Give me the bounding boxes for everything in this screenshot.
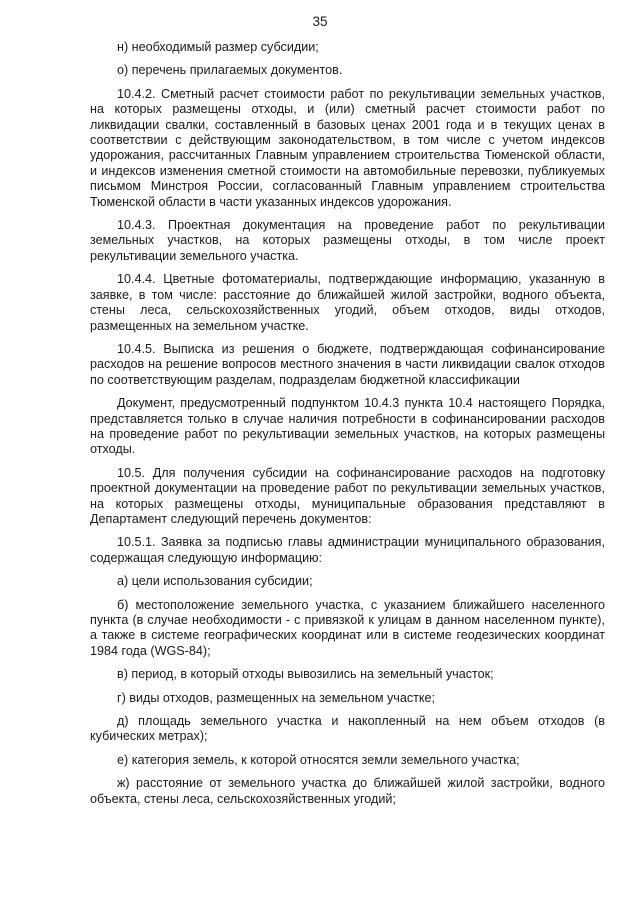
paragraph: 10.5. Для получения субсидии на софинансирование расходов на подготовку проектной документации на проведение работ по рекультивации земельных участков, на которых размещены отходы, муниципальные образования представляют в Департамент следующий перечень документов:: [90, 465, 605, 526]
paragraph: 10.4.5. Выписка из решения о бюджете, подтверждающая софинансирование расходов на решение вопросов местного значения в части ликвидации свалок отходов по соответствующим разделам, подразделам бюджетной классификации: [90, 341, 605, 387]
list-item: о) перечень прилагаемых документов.: [117, 63, 343, 78]
page-number: 35: [312, 14, 328, 29]
list-item: б) местоположение земельного участка, с указанием ближайшего населенного пункта (в случае необходимости - с привязкой к улицам в данном населенном пункте), а также в системе географических координат или в системе геодезических координат 1984 года (WGS-84);: [90, 597, 605, 658]
list-item: н) необходимый размер субсидии;: [117, 40, 319, 54]
document-body: [90, 40, 605, 815]
list-item: а) цели использования субсидии;: [117, 574, 313, 589]
paragraph: 10.4.4. Цветные фотоматериалы, подтверждающие информацию, указанную в заявке, в том числе: расстояние до ближайшей жилой застройки, водного объекта, стены леса, сельскохозяйственных угодий, объем отходов, виды отходов, размещенных на земельном участке.: [90, 272, 605, 333]
list-item: д) площадь земельного участка и накопленный на нем объем отходов (в кубических метрах);: [90, 714, 605, 744]
paragraph: Документ, предусмотренный подпунктом 10.4.3 пункта 10.4 настоящего Порядка, представляется только в случае наличия потребности в софинансировании расходов на проведение работ по рекультивации земельных участков, на которых размещены отходы.: [90, 396, 605, 457]
paragraph: 10.4.2. Сметный расчет стоимости работ по рекультивации земельных участков, на которых размещены отходы, и (или) сметный расчет стоимости работ по ликвидации свалки, составленный в базовых ценах 2001 года и в текущих ценах в соответствии с действующим законодательством, в том числе с учетом индексов удорожания, рассчитанных Главным управлением строительства Тюменской области, и индексов изменения сметной стоимости на автомобильные перевозки, публикуемых письмом Минстроя России, согласованный Главным управлением строительства Тюменской области в части указанных индексов удорожания.: [90, 86, 605, 209]
list-item: е) категория земель, к которой относятся земли земельного участка;: [117, 752, 520, 767]
list-item: г) виды отходов, размещенных на земельном участке;: [117, 690, 436, 705]
paragraph: 10.5.1. Заявка за подписью главы администрации муниципального образования, содержащая следующую информацию:: [90, 535, 605, 565]
paragraph: 10.4.3. Проектная документация на проведение работ по рекультивации земельных участков, на которых размещены отходы, в том числе проект рекультивации земельного участка.: [90, 218, 605, 263]
list-item: ж) расстояние от земельного участка до ближайшей жилой застройки, водного объекта, стены леса, сельскохозяйственных угодий;: [90, 776, 605, 806]
list-item: в) период, в который отходы вывозились на земельный участок;: [117, 667, 494, 682]
